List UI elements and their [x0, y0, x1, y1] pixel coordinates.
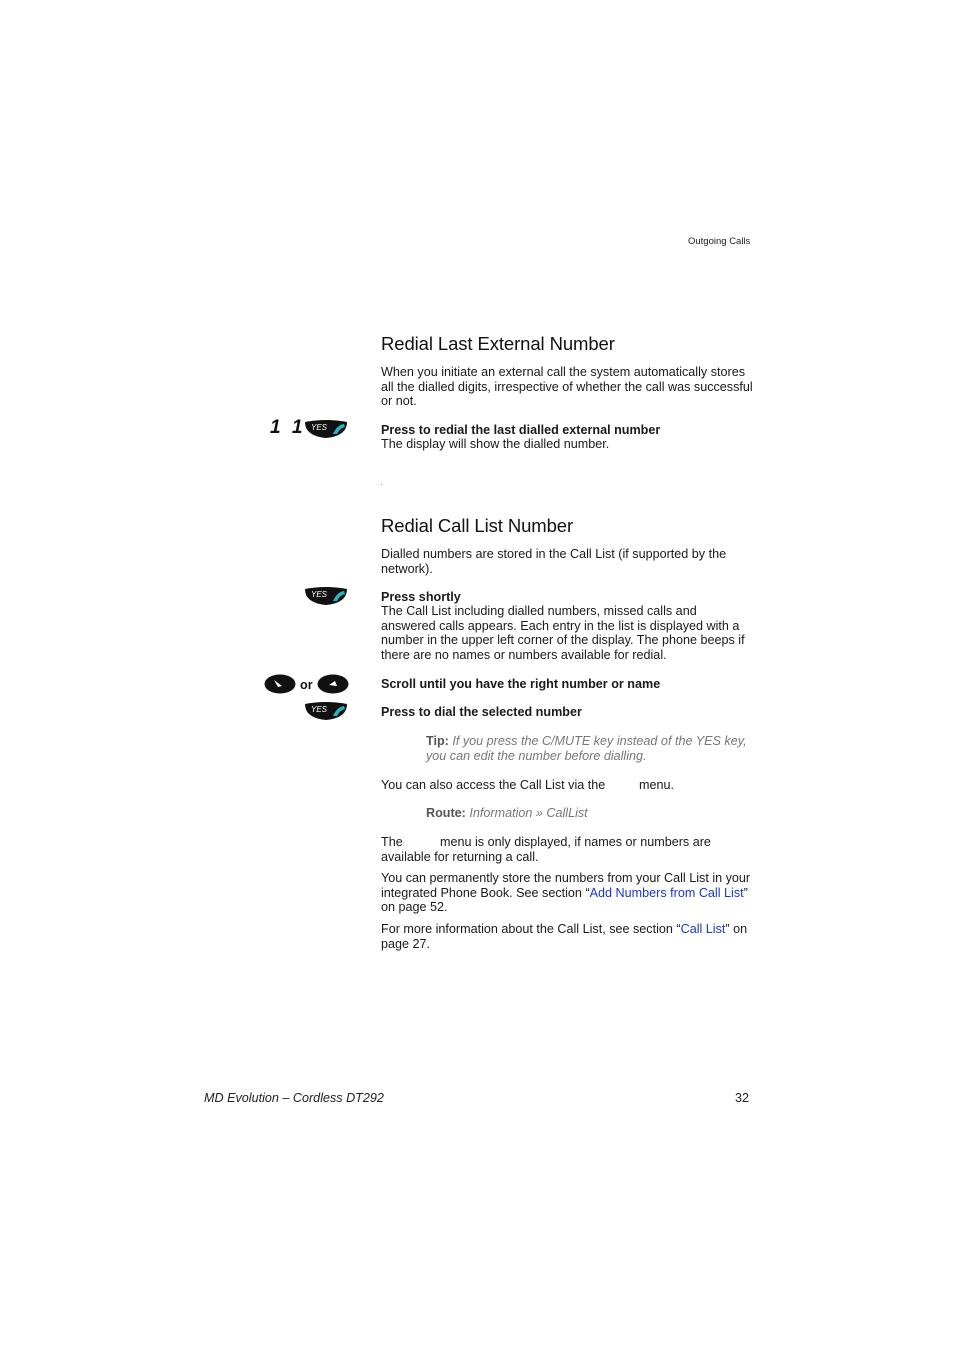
step-press-shortly-desc: The Call List including dialled numbers, missed calls and answered calls appears. Each entry in the list is displayed with a number in the upper left corner of the display. The phone beeps if there are no names or numbers available for redial.: [381, 604, 745, 662]
link-call-list[interactable]: Call List: [680, 922, 726, 936]
footer-document-title: MD Evolution – Cordless DT292: [204, 1091, 384, 1105]
running-header: Outgoing Calls: [688, 236, 751, 247]
more-text-b: ” on page 27.: [381, 922, 748, 951]
scroll-up-key-icon: [317, 674, 349, 694]
section-title-redial-list: Redial Call List Number: [381, 515, 574, 536]
step-redial-desc: The display will show the dialled number.: [381, 437, 610, 451]
access-text-b: menu.: [639, 778, 675, 792]
route-note: [426, 806, 756, 821]
step-press-shortly-title: Press shortly: [381, 590, 461, 604]
yes-key-label: YES: [311, 423, 328, 432]
step-redial-title: Press to redial the last dialled external number: [381, 423, 661, 437]
step-scroll-title: Scroll until you have the right number or name: [381, 677, 661, 691]
or-label: or: [300, 678, 313, 692]
yes-key-icon: [303, 701, 349, 721]
intro-redial-last: When you initiate an external call the system automatically stores all the dialled digits, irrespective of whether the call was successful or not.: [381, 365, 753, 409]
store-text-a: You can permanently store the numbers from your Call List in your integrated Phone Book. See section “: [381, 871, 751, 900]
scroll-down-key-icon: [264, 674, 296, 694]
route-text: Information » CallList: [469, 806, 588, 820]
access-text-a: You can also access the Call List via the: [381, 778, 606, 792]
intro-redial-list: Dialled numbers are stored in the Call List (if supported by the network).: [381, 547, 727, 576]
key-digits-1-1: 1 1: [270, 417, 306, 438]
section-title-redial-last: Redial Last External Number: [381, 333, 615, 354]
menu-text-b: menu is only displayed, if names or numbers are: [440, 835, 711, 849]
yes-key-label: YES: [311, 590, 328, 599]
store-paragraph: [381, 871, 753, 915]
yes-key-icon: [303, 419, 349, 439]
link-add-numbers-from-call-list[interactable]: Add Numbers from Call List: [589, 885, 744, 900]
tip-label: Tip:: [426, 734, 449, 748]
menu-text-a: The: [381, 835, 403, 849]
stray-dot: [381, 484, 382, 485]
tip-note: [426, 734, 756, 763]
route-label: Route:: [426, 806, 466, 820]
tip-text: If you press the C/MUTE key instead of the YES key, you can edit the number before dialling.: [426, 734, 747, 763]
yes-key-icon: [303, 586, 349, 606]
more-paragraph: [381, 922, 753, 951]
yes-key-label: YES: [311, 705, 328, 714]
page-number: 32: [735, 1091, 750, 1105]
store-text-b: ” on page 52.: [381, 885, 748, 915]
step-dial-title: Press to dial the selected number: [381, 705, 582, 719]
more-text-a: For more information about the Call List, see section “: [381, 922, 681, 936]
menu-text-c: available for returning a call.: [381, 850, 539, 864]
